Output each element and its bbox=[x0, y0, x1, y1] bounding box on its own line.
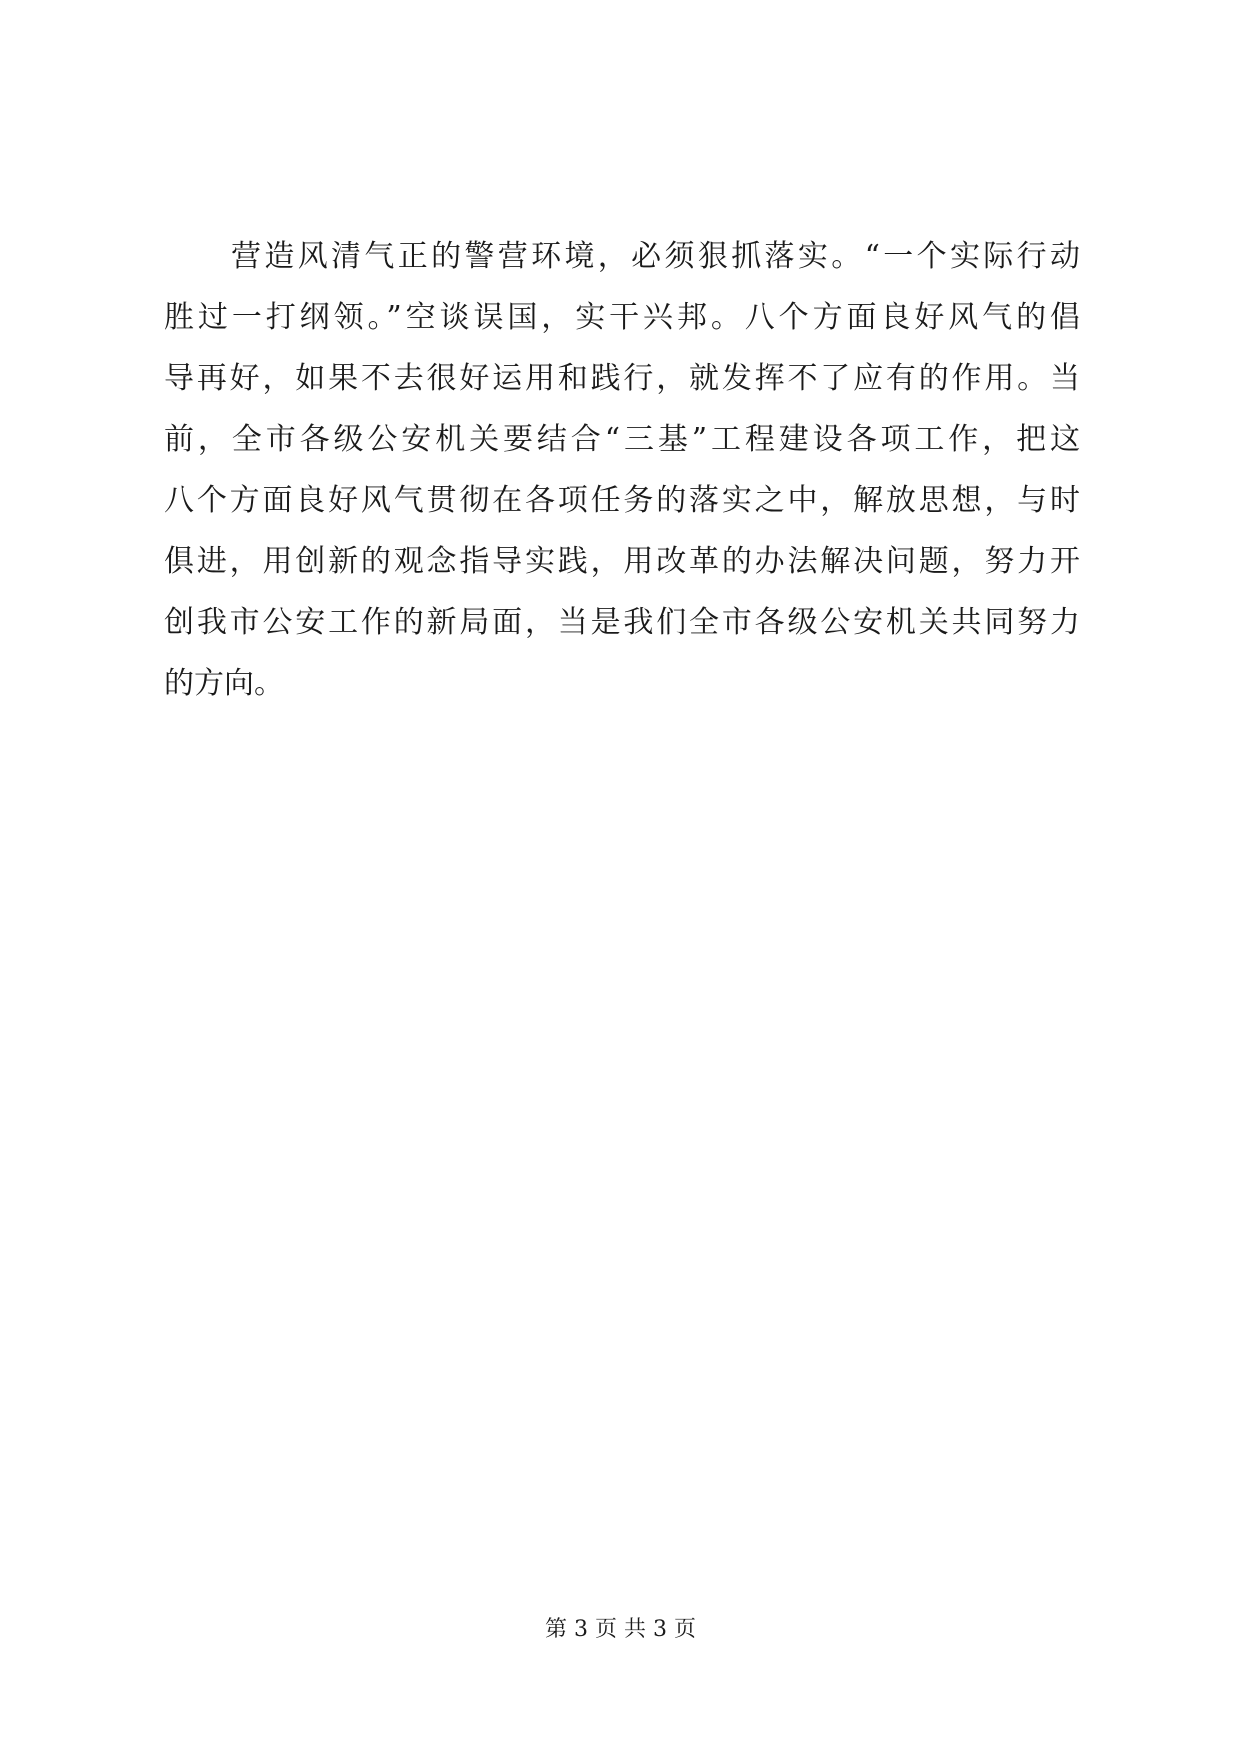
body-paragraph bbox=[164, 226, 1080, 714]
paragraph-line: 前，全市各级公安机关要结合“三基”工程建设各项工作，把这 bbox=[164, 422, 1080, 457]
paragraph-line: 导再好，如果不去很好运用和践行，就发挥不了应有的作用。当 bbox=[164, 361, 1080, 396]
paragraph-line: 创我市公安工作的新局面，当是我们全市各级公安机关共同努力 bbox=[164, 605, 1080, 640]
paragraph-line: 营造风清气正的警营环境，必须狠抓落实。“一个实际行动 bbox=[231, 239, 1080, 274]
paragraph-line: 胜过一打纲领。”空谈误国，实干兴邦。八个方面良好风气的倡 bbox=[164, 300, 1080, 335]
page-number-footer: 第 3 页 共 3 页 bbox=[545, 1617, 696, 1642]
paragraph-line: 的方向。 bbox=[164, 666, 284, 701]
paragraph-line: 八个方面良好风气贯彻在各项任务的落实之中，解放思想，与时 bbox=[164, 483, 1080, 518]
paragraph-line: 俱进，用创新的观念指导实践，用改革的办法解决问题，努力开 bbox=[164, 544, 1080, 579]
